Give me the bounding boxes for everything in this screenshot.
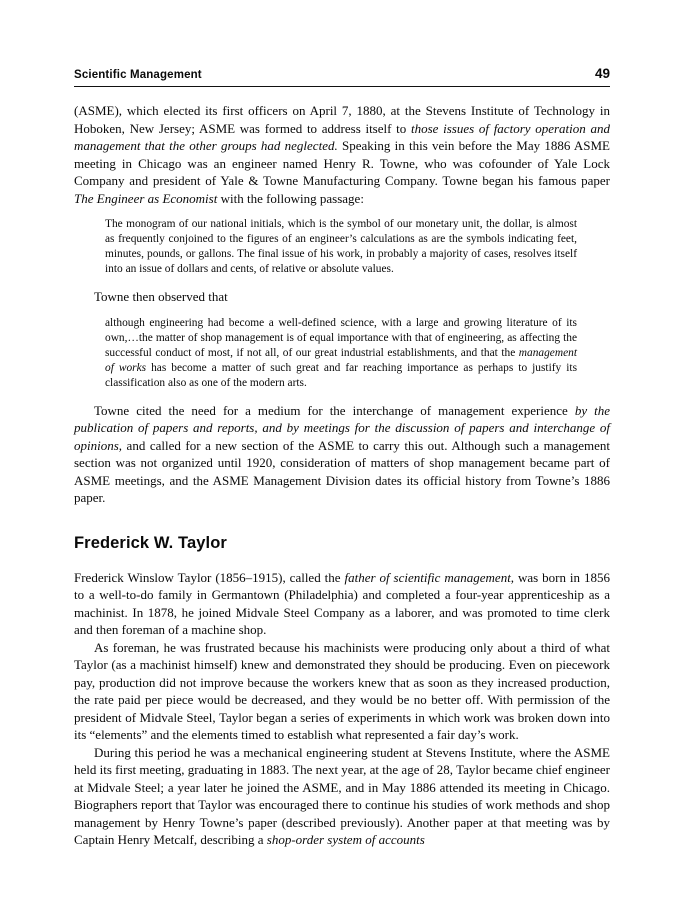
paragraph-taylor-bio: Frederick Winslow Taylor (1856–1915), called the father of scientific management, was born in 1856 to a well-to-do family in Germantown (Philadelphia) and completed a four-year apprenticeship as a machinist. In 1878, he joined Midvale Steel Company as a laborer, and was promoted to time clerk and then foreman of a machine shop. [74, 569, 610, 637]
running-header [74, 66, 610, 87]
paragraph-towne-cited: Towne cited the need for a medium for the interchange of management experience by the publication of papers and reports, and by meetings for the discussion of papers and interchange of opinions, and called for a new section of the ASME to carry this out. Although such a management section was not organized until 1920, consideration of matters of shop management became part of ASME meetings, and the ASME Management Division dates its official history from Towne’s 1886 paper. [74, 402, 610, 505]
paragraph-asme-towne: (ASME), which elected its first officers on April 7, 1880, at the Stevens Institute of Technology in Hoboken, New Jersey; ASME was formed to address itself to those issues of factory operation and management that the other groups had neglected. Speaking in this vein before the May 1886 ASME meeting in Chicago was an engineer named Henry R. Towne, who was cofounder of Yale Lock Company and president of Yale & Towne Manufacturing Company. Towne began his famous paper The Engineer as Economist with the following passage: [74, 103, 611, 206]
blockquote-shop-management: although engineering had become a well-defined science, with a large and growing literature of its own,…the matter of shop management is of equal importance with that of engineering, as affecting the successful conduct of most, if not all, of our great industrial establishments, and that the management of works has become a matter of such great and far reaching importance as perhaps to justify its classification also as one of the modern arts. [105, 316, 577, 389]
running-title: Scientific Management [74, 69, 202, 81]
paragraph-as-foreman: As foreman, he was frustrated because his machinists were producing only about a third of what Taylor (as a machinist himself) knew and demonstrated they should be producing. Even on piecework pay, production did not improve because the workers knew that as soon as they increased production, the rate paid per piece would be decreased, and they would be no better off. With permission of the president of Midvale Steel, Taylor began a series of experiments in which work was broken down into its “elements” and the elements timed to establish what represented a fair day’s work. [74, 639, 610, 742]
page-content [74, 66, 610, 849]
page-number: 49 [594, 66, 610, 81]
paragraph-towne-observed: Towne then observed that [94, 289, 228, 304]
blockquote-towne-passage: The monogram of our national initials, which is the symbol of our monetary unit, the dollar, is almost as frequently conjoined to the figures of an engineer’s calculations as are the symbols indicating feet, minutes, pounds, or gallons. The final issue of his work, in probably a majority of cases, resolves itself into an issue of dollars and cents, of relative or absolute values. [105, 218, 577, 275]
paragraph-during-period: During this period he was a mechanical engineering student at Stevens Institute, where the ASME held its first meeting, graduating in 1883. The next year, at the age of 28, Taylor became chief engineer at Midvale Steel; a year later he joined the ASME, and in May 1886 attended its meeting in Chicago. Biographers report that Taylor was encouraged there to continue his studies of work methods and shop management by Henry Towne’s paper (described previously). Another paper at that meeting was by Captain Henry Metcalf, describing a shop-order system of accounts [74, 744, 610, 847]
section-heading-frederick-taylor: Frederick W. Taylor [74, 533, 227, 552]
